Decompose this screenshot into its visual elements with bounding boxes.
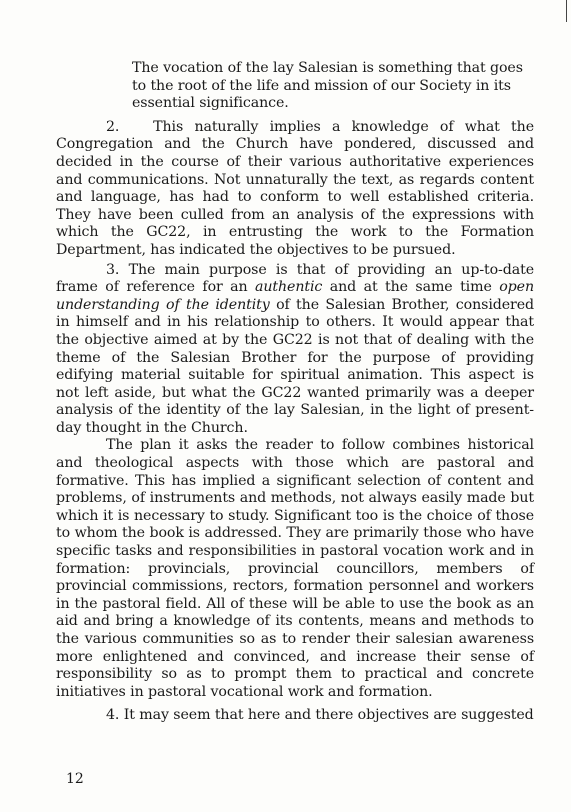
- paragraph-3-emphasis-2: open understanding of the identity: [56, 279, 534, 313]
- paragraph-3: [56, 262, 534, 438]
- page-edge-mark: [566, 0, 567, 22]
- paragraph-4: The plan it asks the reader to follow combines historical and theological aspects with those which are pastoral and formative. This has implied a significant selection of content and problems, of instruments and methods, not always easily made but which it is necessary to study. Significant too is the choice of those to whom the book is addressed. They are primarily those who have specific tasks and responsibilities in pastoral vocation work and in formation: provincials, provincial councillors, members of provincial commissions, rectors, formation personnel and workers in the pastoral field. All of these will be able to use the book as an aid and bring a knowledge of its contents, means and methods to the various communities so as to render their salesian awareness more enlightened and convinced, and increase their sense of responsibility so as to prompt them to practical and concrete initiatives in pastoral vocational work and formation.: [56, 437, 534, 700]
- paragraph-3-emphasis-1: authentic: [255, 279, 323, 296]
- paragraph-3-part-b: and at the same time: [322, 279, 500, 296]
- paragraph-3-part-c: of the Salesian Brother, considered in himself and in his relationship to others. It would appear that the objective aimed at by the GC22 is not that of dealing with the theme of the Salesian Brother for the purpose of providing edifying material suitable for spiritual animation. This aspect is not left aside, but what the GC22 wanted primarily was a deeper analysis of the identity of the lay Salesian, in the light of present-day thought in the Church.: [56, 296, 534, 436]
- page-number: 12: [66, 771, 84, 787]
- body-text: [56, 60, 534, 725]
- paragraph-3-part-a: 3. The main purpose is that of providing an up-to-date frame of reference for an: [56, 261, 534, 296]
- quote-paragraph: The vocation of the lay Salesian is something that goes to the root of the life and mission of our Society in its essential significance.: [132, 60, 523, 112]
- paragraph-2: 2. This naturally implies a knowledge of what the Congregation and the Church have pondered, discussed and decided in the course of their various authoritative experiences and communications. Not unnaturally the text, as regards content and language, has had to conform to well established criteria. They have been culled from an analysis of the expressions with which the GC22, in entrusting the work to the Formation Department, has indicated the objectives to be pursued.: [56, 118, 534, 258]
- paragraph-5: 4. It may seem that here and there objectives are suggested: [106, 707, 534, 724]
